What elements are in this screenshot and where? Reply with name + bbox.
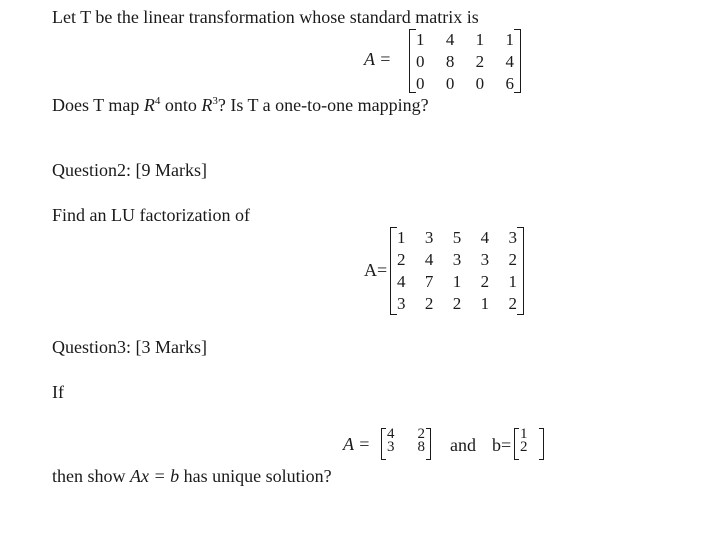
matrix-entry: 2 (520, 439, 528, 455)
matrix-entry: 2 (452, 294, 462, 313)
matrix-entry: 2 (397, 250, 406, 269)
matrix-row (391, 249, 523, 271)
q3-if: If (52, 382, 64, 402)
matrix-row (382, 441, 430, 454)
matrix-entry: 3 (424, 228, 434, 247)
matrix-entry: 0 (475, 74, 485, 93)
matrix-entry: 2 (480, 272, 490, 291)
matrix-entry: 2 (475, 52, 485, 71)
matrix-entry: 3 (508, 228, 517, 247)
q2-prompt: Find an LU factorization of (52, 205, 250, 225)
matrix-entry: 0 (416, 52, 425, 71)
matrix-entry: 4 (480, 228, 490, 247)
matrix-entry: 4 (445, 30, 455, 49)
matrix-entry: 2 (508, 250, 517, 269)
matrix-entry: 1 (508, 272, 517, 291)
matrix-entry: 4 (397, 272, 406, 291)
matrix-entry: 8 (417, 439, 425, 455)
q3-conclusion: then show Ax = b has unique solution? (52, 466, 332, 486)
q3-and: and (450, 435, 476, 455)
matrix-entry: 8 (445, 52, 455, 71)
matrix-entry: 3 (480, 250, 490, 269)
matrix-entry: 3 (397, 294, 406, 313)
matrix-entry: 4 (387, 426, 395, 442)
q3-a-matrix (381, 428, 431, 460)
q2-matrix (390, 227, 524, 315)
q3-heading: Question3: [3 Marks] (52, 337, 207, 357)
matrix-row (410, 51, 520, 73)
q1-matrix (409, 29, 521, 93)
matrix-entry: 1 (505, 30, 514, 49)
matrix-entry: 4 (424, 250, 434, 269)
q3-b-label: b= (492, 435, 512, 455)
matrix-entry: 3 (452, 250, 462, 269)
q3-a-label: A = (343, 434, 371, 454)
matrix-entry: 1 (416, 30, 425, 49)
matrix-row (391, 271, 523, 293)
matrix-entry: 7 (424, 272, 434, 291)
matrix-row (410, 29, 520, 51)
matrix-entry: 0 (445, 74, 455, 93)
matrix-entry: 1 (452, 272, 462, 291)
matrix-entry: 2 (424, 294, 434, 313)
q1-intro: Let T be the linear transformation whose standard matrix is (52, 7, 479, 27)
matrix-entry: 6 (505, 74, 514, 93)
matrix-entry: 4 (505, 52, 514, 71)
matrix-entry: 1 (480, 294, 490, 313)
matrix-entry: 1 (397, 228, 406, 247)
q1-question: Does T map $R^4$ onto $R^3$? Is T a one-to-one mapping? (52, 95, 429, 115)
matrix-entry: 2 (508, 294, 517, 313)
matrix-entry: 3 (387, 439, 395, 455)
q2-heading: Question2: [9 Marks] (52, 160, 207, 180)
matrix-entry: 2 (417, 426, 425, 442)
matrix-row (391, 293, 523, 315)
matrix-entry: 1 (520, 426, 528, 442)
q2-matrix-label: A= (364, 260, 388, 280)
q1-matrix-label: A = (364, 49, 392, 69)
q3-b-matrix (514, 428, 544, 460)
matrix-row (410, 73, 520, 95)
matrix-entry: 0 (416, 74, 425, 93)
matrix-entry: 1 (475, 30, 485, 49)
matrix-row (515, 441, 543, 454)
matrix-row (391, 227, 523, 249)
matrix-entry: 5 (452, 228, 462, 247)
